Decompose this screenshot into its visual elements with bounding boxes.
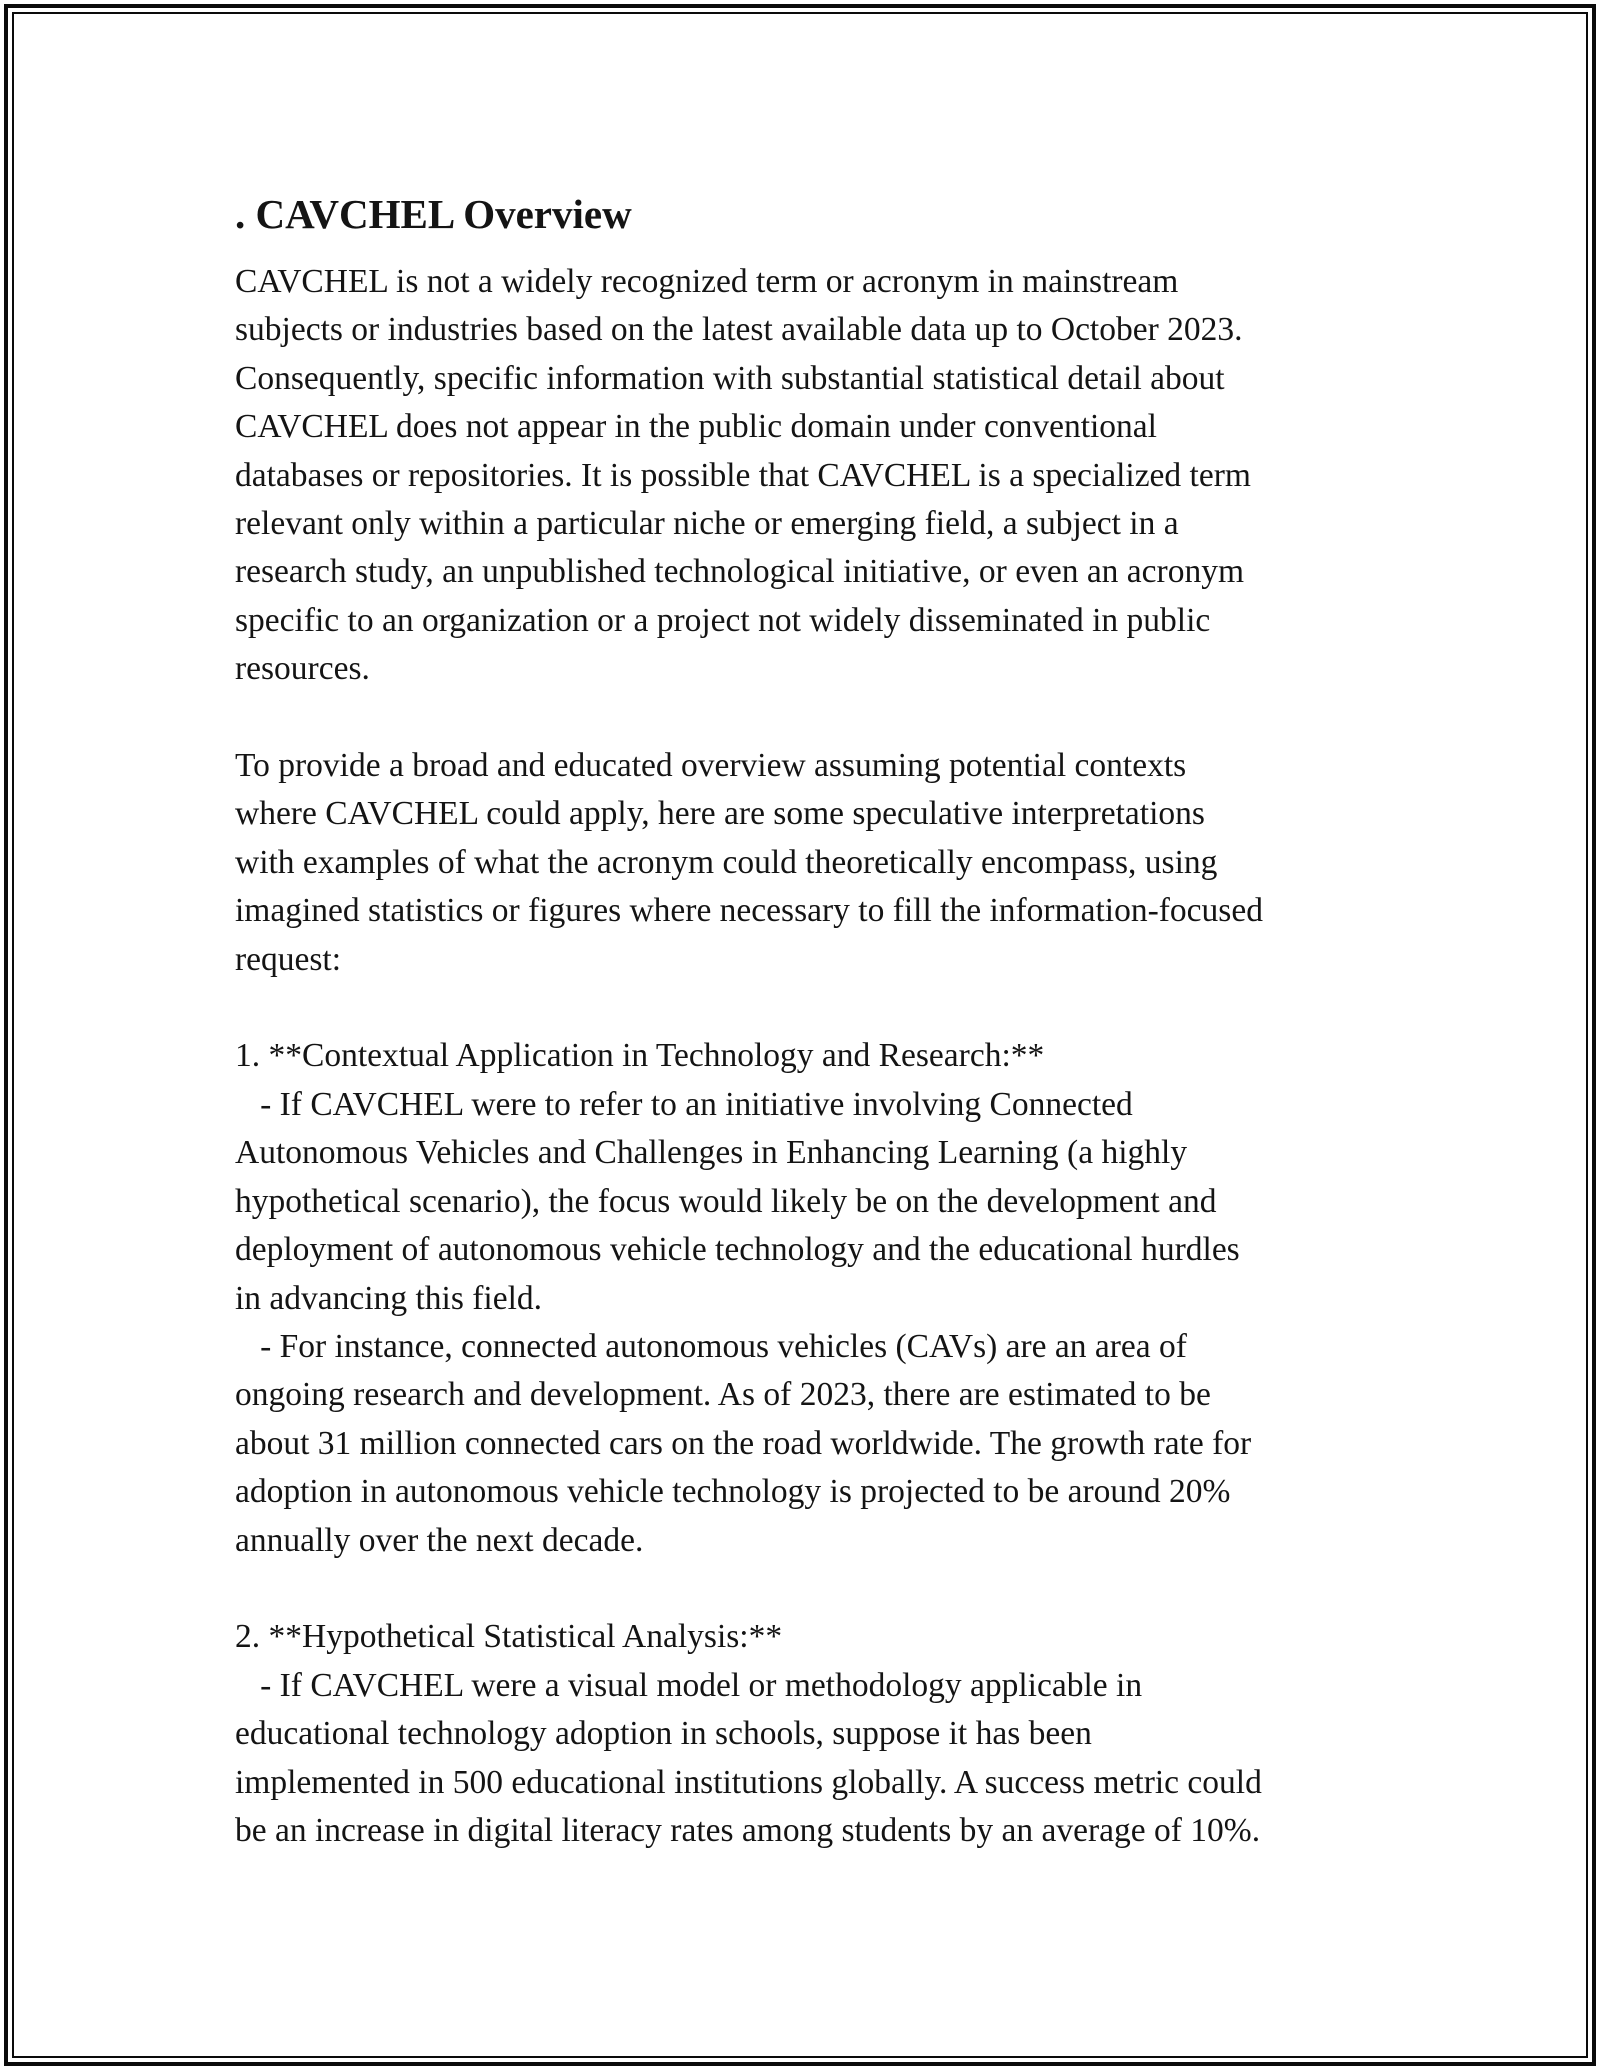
paragraph-overview: To provide a broad and educated overview assuming potential contexts where CAVCHEL could apply, here are some speculative interpretations with examples of what the acronym could theoretically encompass, using imagined statistics or figures where necessary to fill the information-focused request: [235,747,1263,978]
paragraph-intro: CAVCHEL is not a widely recognized term or acronym in mainstream subjects or industries based on the latest available data up to October 2023. Consequently, specific information with substantial statistical detail about CAVCHEL does not appear in the public domain under conventional databases or repositories. It is possible that CAVCHEL is a specialized term relevant only within a particular niche or emerging field, a subject in a research study, an unpublished technological initiative, or even an acronym specific to an organization or a project not widely disseminated in public resources. [235,263,1251,688]
list-item-statistical-analysis: 2. **Hypothetical Statistical Analysis:** - If CAVCHEL were a visual model or methodology applicable in educational technology adoption in schools, suppose it has been implemented in 500 educational institutions globally. A success metric could be an increase in digital literacy rates among students by an average of 10%. [235,1618,1262,1849]
list-item-technology-research: 1. **Contextual Application in Technology and Research:** - If CAVCHEL were to refer to an initiative involving Connected Autonomous Vehicles and Challenges in Enhancing Learning (a highly hypothetical scenario), the focus would likely be on the development and deployment of autonomous vehicle technology and the educational hurdles in advancing this field. - For instance, connected autonomous vehicles (CAVs) are an area of ongoing research and development. As of 2023, there are estimated to be about 31 million connected cars on the road worldwide. The growth rate for adoption in autonomous vehicle technology is projected to be around 20% annually over the next decade. [235,1037,1252,1559]
document-body [235,184,1395,1855]
section-heading: . CAVCHEL Overview [235,191,632,237]
